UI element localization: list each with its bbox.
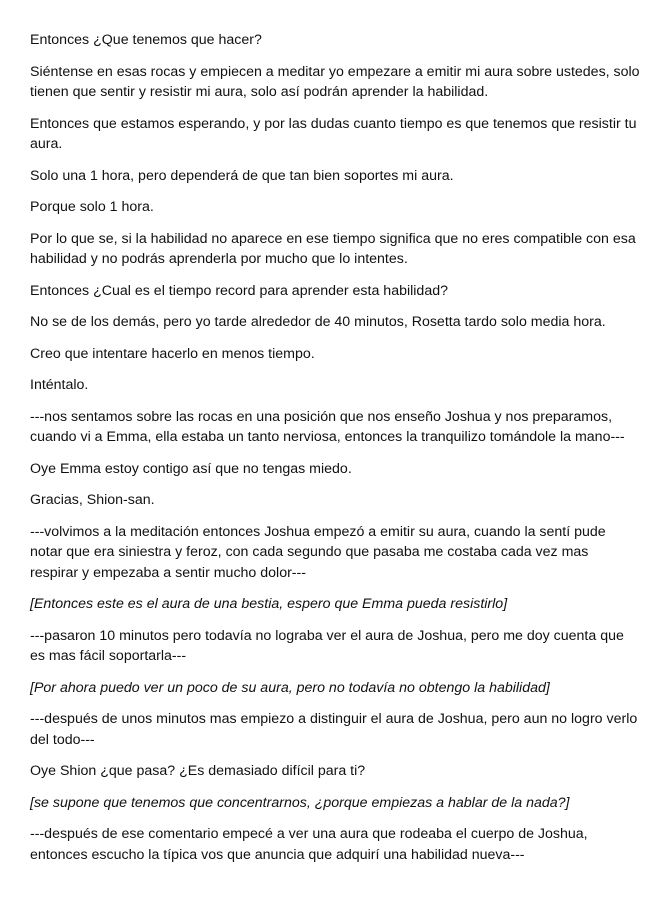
paragraph: Oye Shion ¿que pasa? ¿Es demasiado difícil para ti? bbox=[30, 763, 366, 779]
paragraph: ---después de unos minutos mas empiezo a distinguir el aura de Joshua, pero aun no logro verlo del todo--- bbox=[30, 711, 638, 748]
paragraph: Inténtalo. bbox=[30, 377, 89, 393]
paragraph: Entonces ¿Cual es el tiempo record para aprender esta habilidad? bbox=[30, 282, 448, 299]
italic-thought-paragraph: [Por ahora puedo ver un poco de su aura, pero no todavía no obtengo la habilidad] bbox=[30, 679, 550, 696]
paragraph: Entonces ¿Que tenemos que hacer? bbox=[30, 32, 262, 48]
paragraph: Entonces que estamos esperando, y por las dudas cuanto tiempo es que tenemos que resistir tu aura. bbox=[30, 115, 637, 152]
italic-thought-paragraph: [Entonces este es el aura de una bestia, espero que Emma pueda resistirlo] bbox=[30, 596, 508, 612]
paragraph: Creo que intentare hacerlo en menos tiempo. bbox=[30, 345, 315, 362]
paragraph: ---pasaron 10 minutos pero todavía no lograba ver el aura de Joshua, pero me doy cuenta que es mas fácil soportarla--- bbox=[30, 627, 624, 664]
paragraph: Solo una 1 hora, pero dependerá de que tan bien soportes mi aura. bbox=[30, 167, 454, 184]
paragraph: ---después de ese comentario empecé a ver una aura que rodeaba el cuerpo de Joshua, entonces escucho la típica vos que anuncia que adquirí una habilidad nueva--- bbox=[30, 826, 588, 863]
paragraph: Gracias, Shion-san. bbox=[30, 492, 155, 508]
paragraph: Por lo que se, si la habilidad no aparece en ese tiempo significa que no eres compatible con esa habilidad y no podrás aprenderla por mucho que lo intentes. bbox=[30, 230, 636, 267]
document-page bbox=[30, 30, 640, 876]
paragraph: Oye Emma estoy contigo así que no tengas miedo. bbox=[30, 460, 352, 477]
paragraph: Siéntense en esas rocas y empiecen a meditar yo empezare a emitir mi aura sobre ustedes, solo tienen que sentir y resistir mi aura, solo así podrán aprender la habilidad. bbox=[30, 63, 640, 100]
paragraph: Porque solo 1 hora. bbox=[30, 199, 154, 215]
paragraph: No se de los demás, pero yo tarde alrededor de 40 minutos, Rosetta tardo solo media hora. bbox=[30, 314, 606, 330]
paragraph: ---volvimos a la meditación entonces Joshua empezó a emitir su aura, cuando la sentí pude notar que era siniestra y feroz, con cada segundo que pasaba me costaba cada vez mas respirar y empezaba a sentir mucho dolor--- bbox=[30, 523, 606, 581]
italic-thought-paragraph: [se supone que tenemos que concentrarnos, ¿porque empiezas a hablar de la nada?] bbox=[30, 794, 570, 811]
paragraph: ---nos sentamos sobre las rocas en una posición que nos enseño Joshua y nos preparamos, cuando vi a Emma, ella estaba un tanto nerviosa, entonces la tranquilizo tomándole la mano--- bbox=[30, 408, 625, 445]
